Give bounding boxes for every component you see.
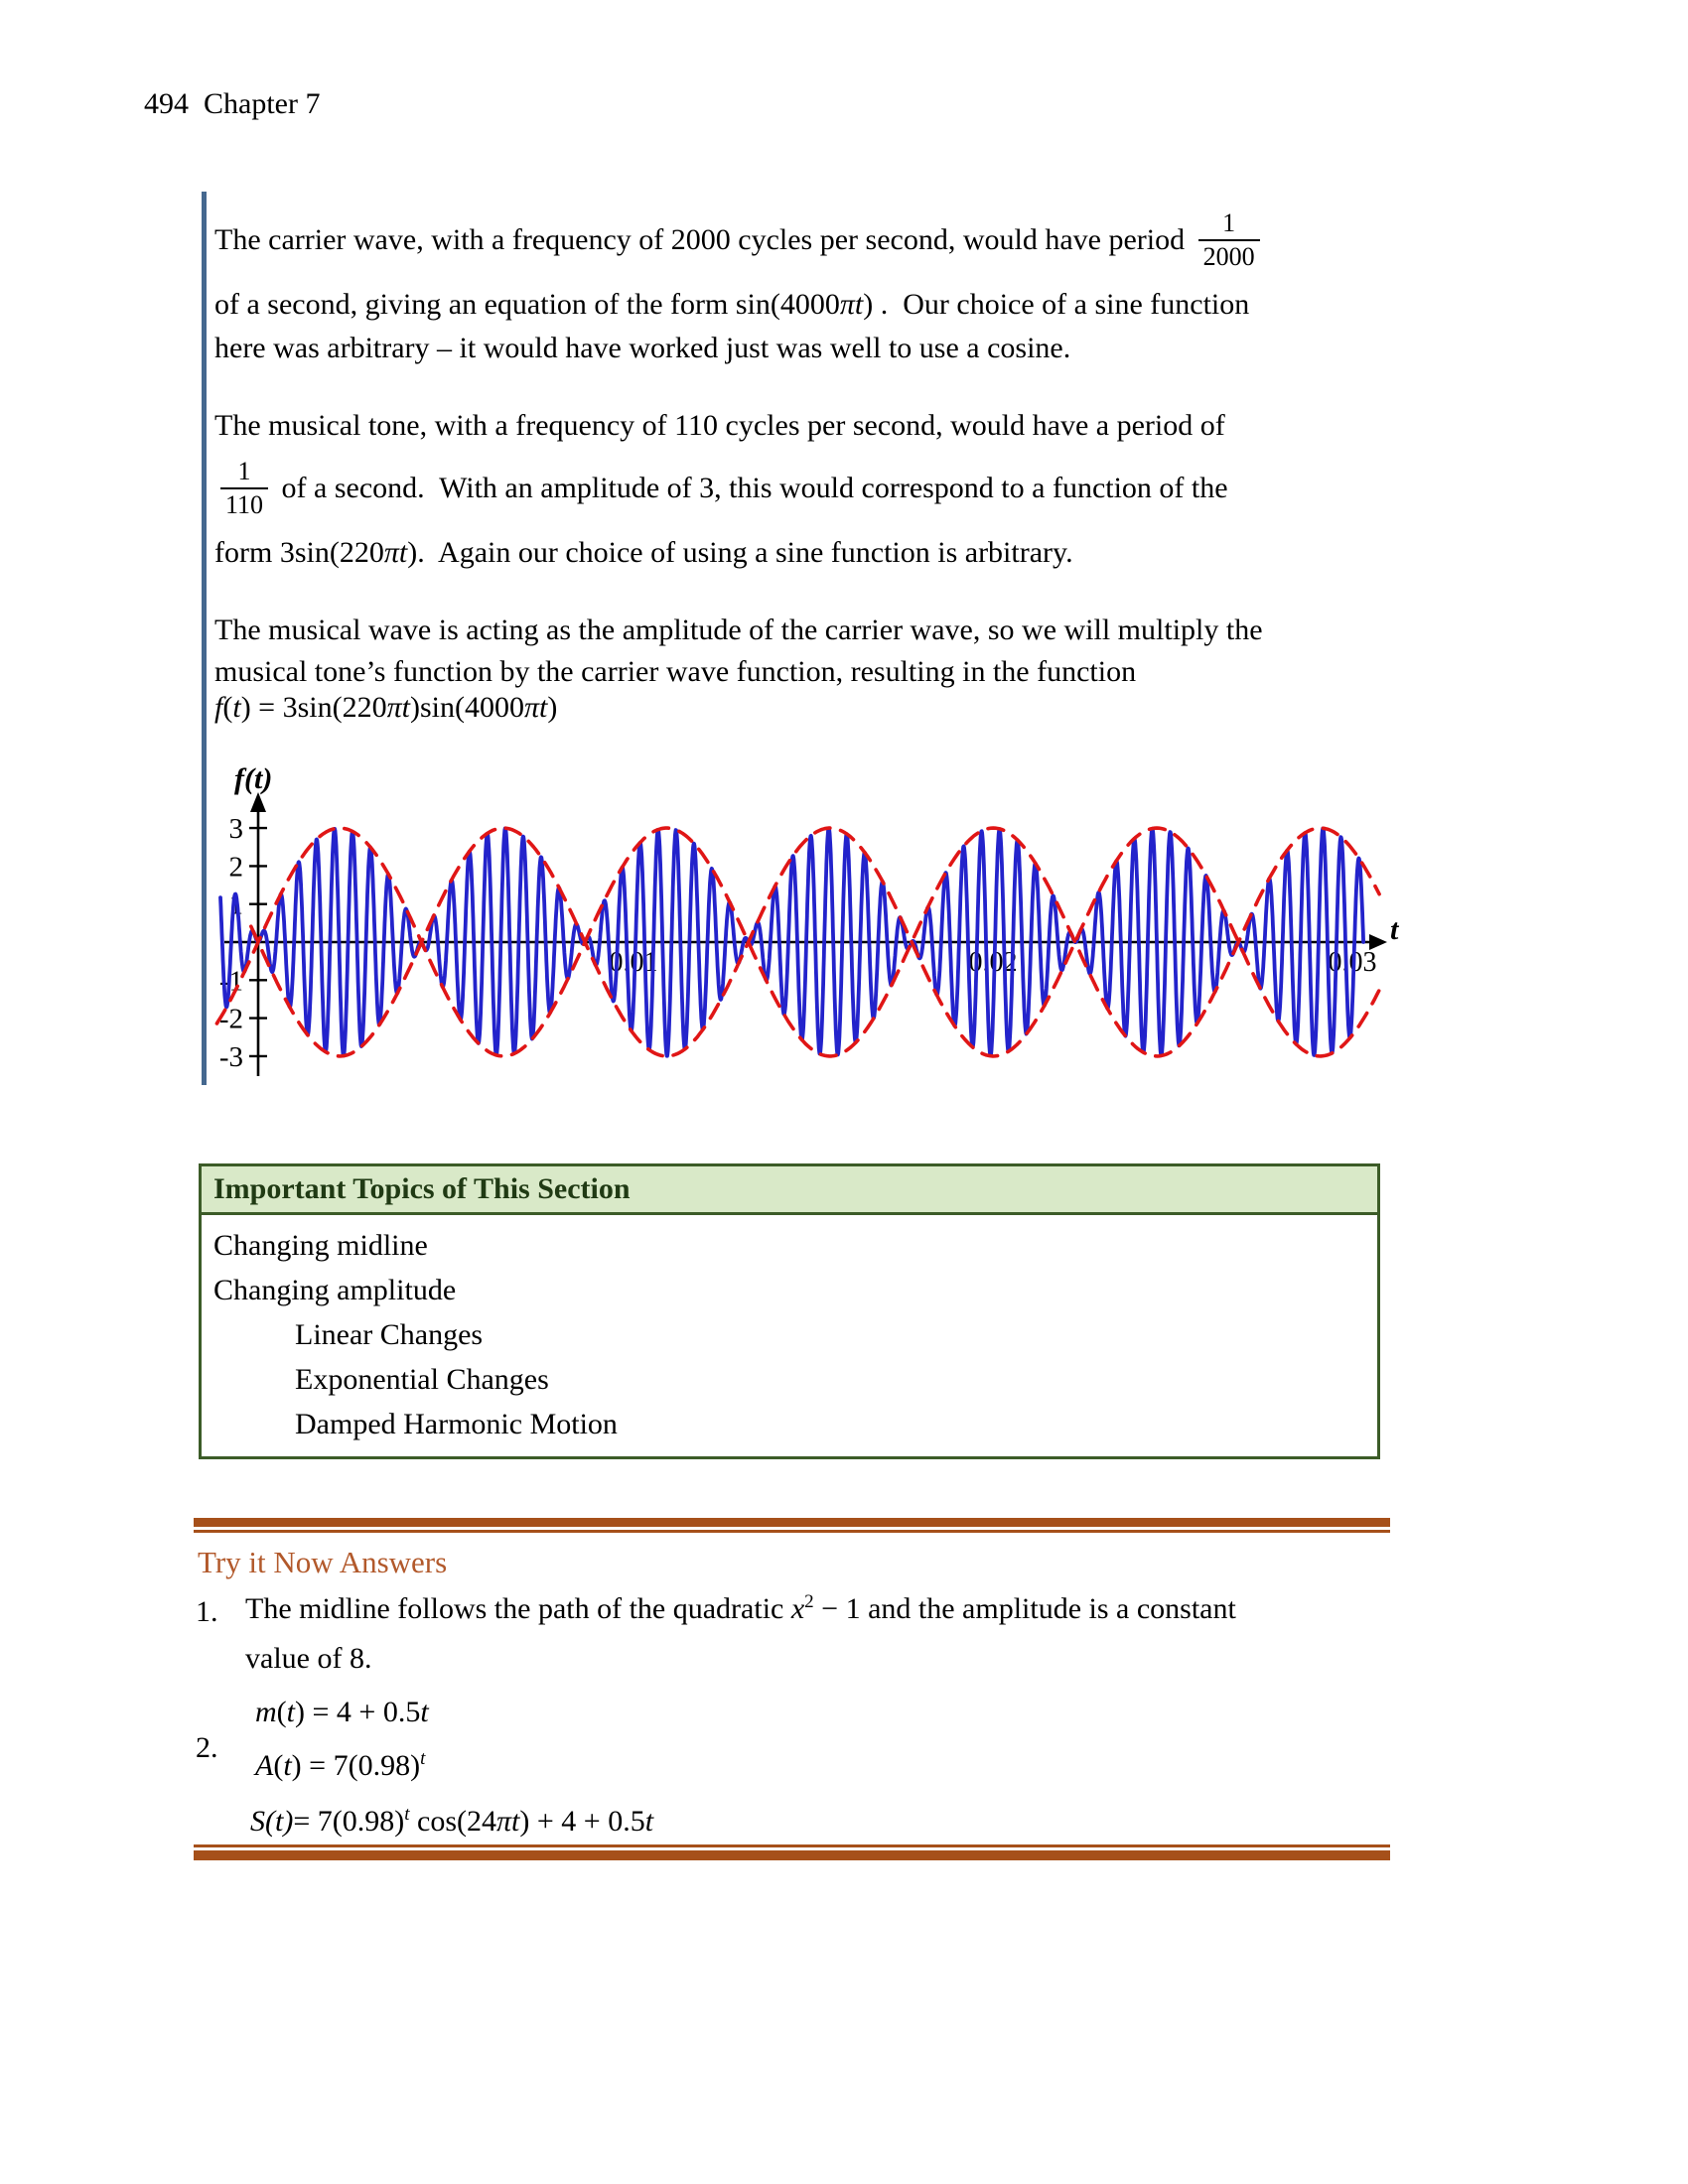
answer2-number: 2.: [196, 1731, 218, 1764]
y-tick-label: 1: [228, 888, 243, 921]
answer1-line1: The midline follows the path of the quadratic $x^2 - 1$ and the amplitude is a constant: [245, 1591, 1236, 1625]
rule-thick-bar: [194, 1518, 1390, 1527]
page-header: 494 Chapter 7: [144, 87, 321, 120]
wave-graph-canvas: [177, 756, 1438, 1094]
try-it-now-heading: Try it Now Answers: [198, 1545, 448, 1579]
para1-line2: of a second, giving an equation of the form sin(4000πt) . Our choice of a sine function: [214, 288, 1250, 321]
para3-line2: musical tone’s function by the carrier wave function, resulting in the function: [214, 655, 1137, 688]
para2-line3: form 3sin(220πt). Again our choice of using a sine function is arbitrary.: [214, 536, 1073, 569]
y-tick-label: -3: [218, 1040, 243, 1073]
important-topics-header: Important Topics of This Section: [199, 1163, 1380, 1215]
fraction: $\frac{1}{110}$: [220, 457, 268, 520]
x-axis-label: t: [1390, 913, 1399, 946]
important-topics-box: [199, 1163, 1380, 1459]
answer2-formula-m: m(t) = 4 + 0.5t: [255, 1696, 429, 1728]
para2-line1: The musical tone, with a frequency of 110 cycles per second, would have a period of: [214, 409, 1225, 442]
answer2-formula-A: $A(t) = 7(0.98)^t$: [255, 1748, 426, 1782]
y-tick-label: 3: [228, 813, 243, 846]
x-tick-label: 0.03: [1328, 947, 1377, 978]
para3-line1: The musical wave is acting as the amplitude of the carrier wave, so we will multiply the: [214, 614, 1263, 646]
answer1-line2: value of 8.: [245, 1642, 372, 1675]
topic-item: Linear Changes: [295, 1318, 484, 1351]
rule-thick-bar: [194, 1850, 1390, 1860]
para2-line2: $\frac{1}{110}$ of a second. With an amplitude of 3, this would correspond to a function of the: [214, 450, 1228, 527]
y-tick-label: -2: [218, 1003, 243, 1035]
para1-line1: The carrier wave, with a frequency of 2000 cycles per second, would have period $\frac{1}{2000}$: [214, 202, 1266, 279]
y-tick-label: 2: [228, 851, 243, 884]
y-axis-label: f(t): [234, 762, 273, 795]
section-rule-bottom: [194, 1844, 1390, 1860]
fraction: $\frac{1}{2000}$: [1198, 208, 1260, 272]
topic-item: Changing midline: [213, 1229, 428, 1262]
rule-thin-bar: [194, 1530, 1390, 1533]
answer2-formula-S: $S(t)= 7(0.98)^t$ cos(24πt) + 4 + 0.5t: [250, 1804, 654, 1838]
x-tick-label: 0.02: [968, 947, 1018, 978]
important-topics-list: [199, 1215, 1380, 1459]
wave-graph: [177, 756, 1438, 1094]
topic-item: Changing amplitude: [213, 1274, 457, 1306]
section-rule-top: [194, 1518, 1390, 1533]
y-tick-label: -1: [218, 965, 243, 998]
topic-item: Damped Harmonic Motion: [295, 1408, 618, 1440]
topic-item: Exponential Changes: [295, 1363, 549, 1396]
para1-line3: here was arbitrary – it would have worked just was well to use a cosine.: [214, 332, 1071, 364]
para3-formula: f(t) = 3sin(220πt)sin(4000πt): [214, 691, 558, 724]
x-tick-label: 0.01: [609, 947, 658, 978]
rule-thin-bar: [194, 1844, 1390, 1847]
answer1-number: 1.: [196, 1595, 218, 1628]
